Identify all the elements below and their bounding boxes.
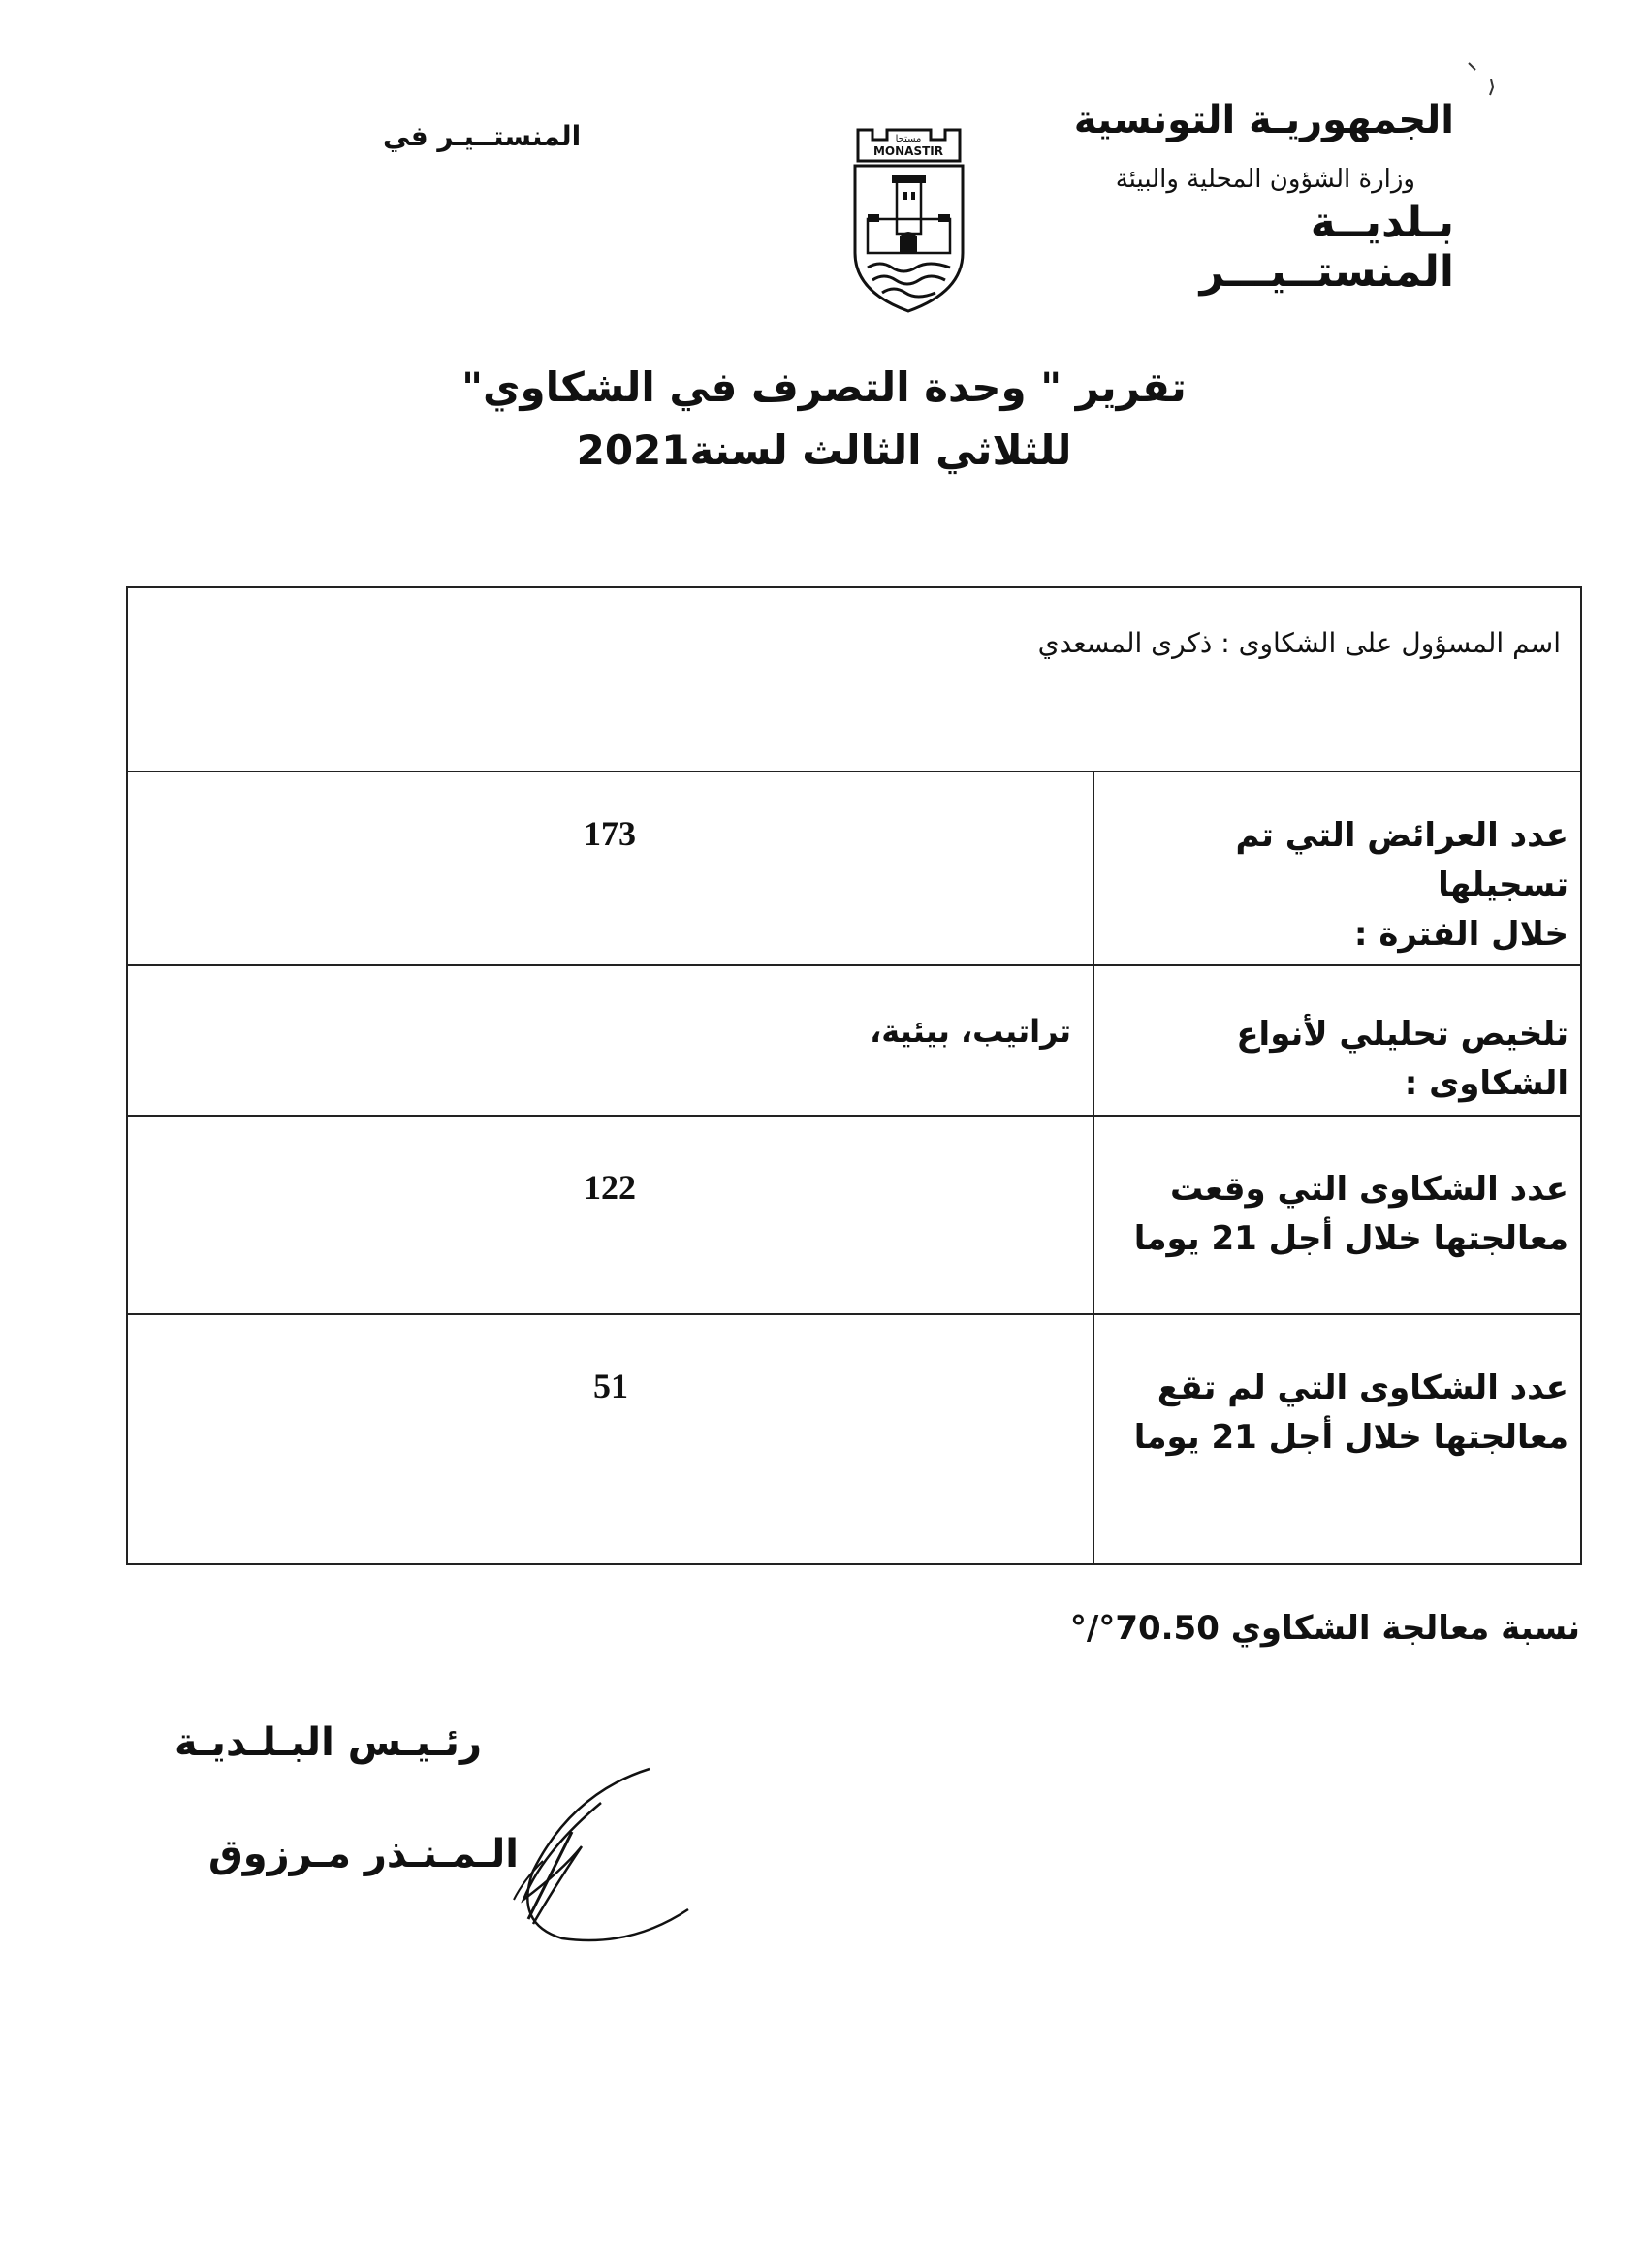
row-label-line1: عدد الشكاوى التي لم تقع [1157, 1369, 1569, 1407]
report-table [126, 586, 1582, 1565]
row-label-line2: معالجتها خلال أجل 21 يوما [1133, 1418, 1569, 1457]
table-row [128, 966, 1580, 1117]
row-value: 122 [584, 1168, 636, 1207]
row-label [1103, 1010, 1569, 1109]
responsible-name: اسم المسؤول على الشكاوى : ذكرى المسعدي [1037, 627, 1561, 659]
signature-title: رئـيـس البـلـديـة [174, 1720, 482, 1765]
row-label-line1: عدد الشكاوى التي وقعت [1170, 1170, 1569, 1209]
signature-name: الـمـنـذر مـرزوق [208, 1832, 519, 1876]
row-label-line1: عدد العرائض التي تم تسجيلها [1235, 816, 1569, 904]
report-title: تقرير " وحدة التصرف في الشكاوي" [461, 363, 1187, 411]
report-subtitle: للثلاثي الثالث لسنة2021 [576, 426, 1072, 474]
ministry-name: وزارة الشؤون المحلية والبيئة [1115, 165, 1415, 194]
row-label [1103, 1165, 1569, 1264]
logo-motto: مستحا [895, 134, 922, 144]
table-row [128, 1315, 1580, 1563]
row-value: 173 [584, 814, 636, 853]
place-date: المنستــيـر في [383, 120, 582, 152]
header-right [1047, 97, 1454, 297]
country-name: الجمهوريـة التونسية [1073, 98, 1454, 142]
complaint-types: تراتيب، بيئية، [870, 1013, 1071, 1050]
table-row [128, 772, 1580, 966]
table-row [128, 1117, 1580, 1315]
row-label-line1: تلخيص تحليلي لأنواع الشكاوى : [1236, 1015, 1569, 1103]
row-value: 51 [593, 1367, 628, 1405]
scan-mark-icon [1464, 58, 1503, 126]
logo-caption: MONASTIR [872, 144, 944, 158]
row-label [1103, 1364, 1569, 1463]
processing-ratio: نسبة معالجة الشكاوي 70.50°/° [1069, 1609, 1580, 1648]
row-label-line2: معالجتها خلال أجل 21 يوما [1133, 1219, 1569, 1258]
municipality-name: بـلديــة المنستــيـــر [1199, 198, 1454, 297]
table-row-responsible [128, 588, 1580, 772]
handwritten-signature-icon [485, 1754, 708, 1958]
row-label [1103, 811, 1569, 960]
row-label-line2: خلال الفترة : [1353, 915, 1569, 954]
municipality-logo-icon [843, 122, 974, 316]
